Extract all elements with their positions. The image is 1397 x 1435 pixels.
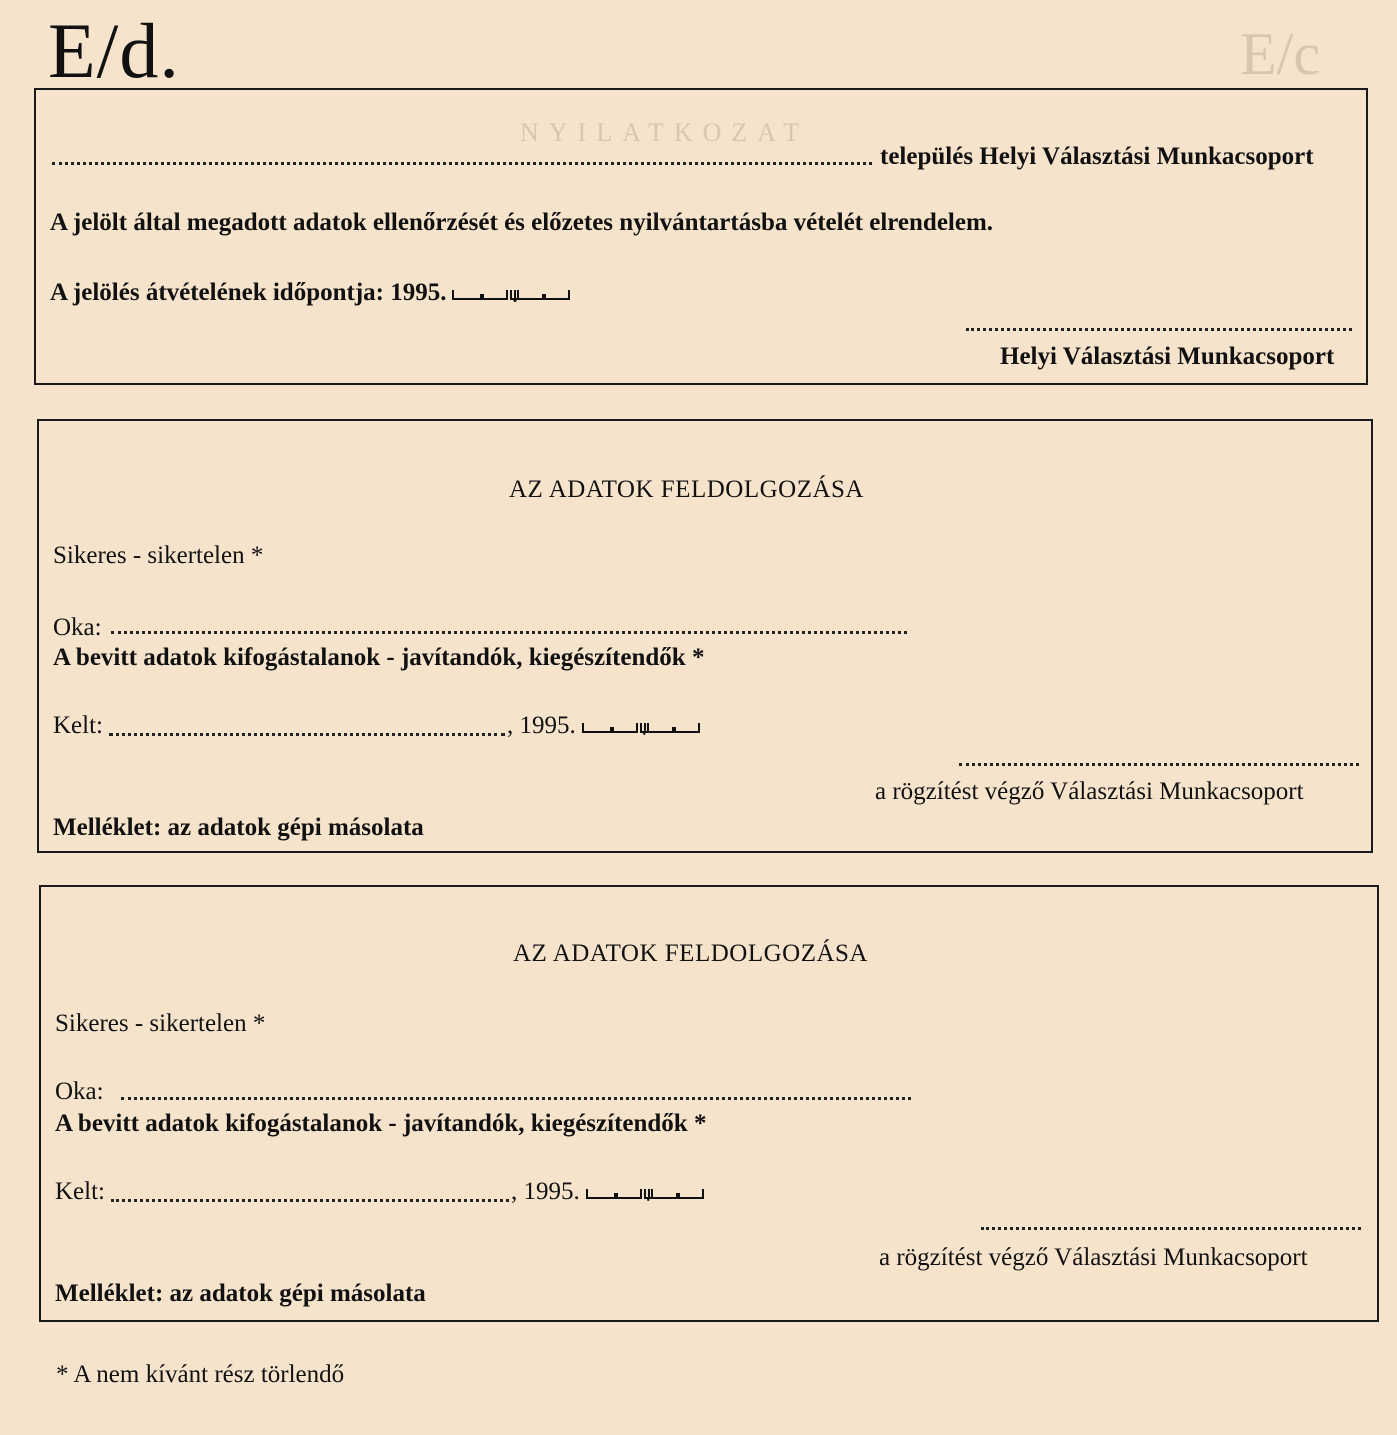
reason-field[interactable] bbox=[121, 1097, 911, 1100]
dated-year-row bbox=[507, 711, 700, 741]
section-heading: AZ ADATOK FELDOLGOZÁSA bbox=[509, 476, 864, 503]
order-text: A jelölt által megadott adatok ellenőrzését és előzetes nyilvántartásba vételét elrendelem. bbox=[50, 209, 994, 236]
year-label: , 1995. bbox=[507, 712, 576, 739]
dated-label: Kelt: bbox=[53, 712, 103, 739]
result-label: Sikeres - sikertelen * bbox=[55, 1010, 266, 1037]
footnote: * A nem kívánt rész törlendő bbox=[56, 1361, 345, 1388]
place-field[interactable] bbox=[111, 1199, 509, 1202]
attachment-label: Melléklet: az adatok gépi másolata bbox=[55, 1280, 426, 1307]
order-section bbox=[34, 88, 1368, 385]
settlement-label: település Helyi Választási Munkacsoport bbox=[880, 143, 1314, 170]
signature-label: Helyi Választási Munkacsoport bbox=[1000, 343, 1335, 370]
dated-date-field[interactable]: . bbox=[582, 719, 700, 733]
settlement-field[interactable] bbox=[52, 162, 872, 165]
section-heading: AZ ADATOK FELDOLGOZÁSA bbox=[513, 940, 868, 967]
signature-line[interactable] bbox=[959, 763, 1359, 766]
processing-section-2 bbox=[39, 885, 1379, 1322]
data-status-label: A bevitt adatok kifogástalanok - javítandók, kiegészítendők * bbox=[53, 644, 705, 671]
reason-field[interactable] bbox=[111, 631, 907, 634]
show-through-text: E/c bbox=[1240, 21, 1320, 87]
data-status-label: A bevitt adatok kifogástalanok - javítandók, kiegészítendők * bbox=[55, 1110, 707, 1137]
received-date-row bbox=[50, 278, 570, 308]
dated-date-field[interactable]: . bbox=[586, 1185, 704, 1199]
year-label: , 1995. bbox=[511, 1178, 580, 1205]
form-code: E/d. bbox=[48, 7, 180, 94]
received-date-field[interactable]: . bbox=[452, 286, 570, 300]
show-through-text: NYILATKOZAT bbox=[520, 118, 810, 147]
dated-label: Kelt: bbox=[55, 1178, 105, 1205]
attachment-label: Melléklet: az adatok gépi másolata bbox=[53, 814, 424, 841]
result-label: Sikeres - sikertelen * bbox=[53, 542, 264, 569]
reason-label: Oka: bbox=[55, 1078, 104, 1105]
reason-label: Oka: bbox=[53, 614, 102, 641]
signature-label: a rögzítést végző Választási Munkacsoport bbox=[875, 778, 1304, 805]
dated-year-row bbox=[511, 1177, 704, 1207]
received-label: A jelölés átvételének időpontja: 1995. bbox=[50, 279, 447, 306]
signature-line[interactable] bbox=[981, 1227, 1361, 1230]
signature-line[interactable] bbox=[966, 328, 1352, 331]
place-field[interactable] bbox=[109, 733, 505, 736]
processing-section-1 bbox=[37, 419, 1373, 853]
signature-label: a rögzítést végző Választási Munkacsoport bbox=[879, 1244, 1308, 1271]
